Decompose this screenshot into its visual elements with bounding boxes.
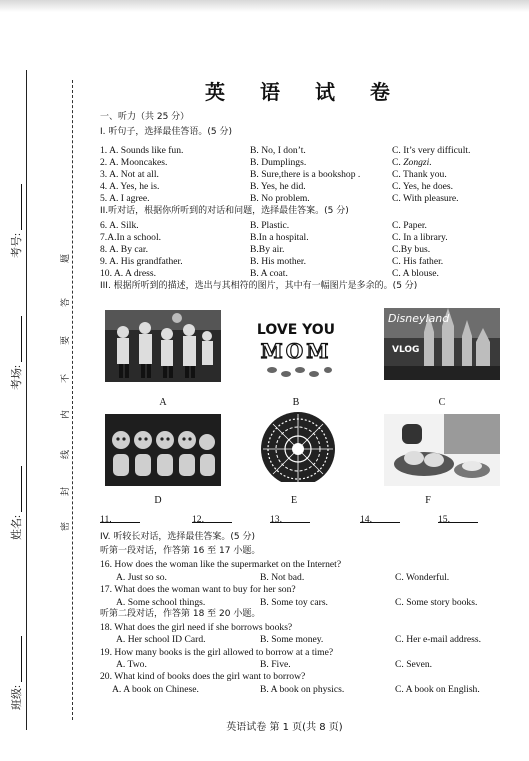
seal-char: 不 (61, 373, 72, 384)
option: 4. A. Yes, he is. (100, 181, 160, 192)
option: B. Some money. (260, 634, 324, 645)
option: B. Plastic. (250, 220, 290, 231)
option: C. Yes, he does. (392, 181, 454, 192)
binding-line (26, 70, 27, 730)
option: C. Seven. (395, 659, 433, 670)
option: B. No problem. (250, 193, 310, 204)
option: C. Some story books. (395, 597, 478, 608)
option: C.By bus. (392, 244, 431, 255)
option: 8. A. By car. (100, 244, 148, 255)
option: A. Her school ID Card. (116, 634, 206, 645)
option: 6. A. Silk. (100, 220, 139, 231)
option: A. A book on Chinese. (112, 684, 199, 695)
option: B. Not bad. (260, 572, 305, 583)
picture-label: B (292, 397, 300, 408)
option: 10. A. A dress. (100, 268, 156, 279)
seal-char: 题 (61, 253, 72, 264)
option: C. Wonderful. (395, 572, 450, 583)
option: C. Paper. (392, 220, 427, 231)
page-title: 英 语 试 卷 (205, 80, 404, 104)
option: B. A coat. (250, 268, 288, 279)
option: 9. A. His grandfather. (100, 256, 183, 267)
option: B. No, I don’t. (250, 145, 306, 156)
dialog-note: 听第二段对话，作答第 18 至 20 小题。 (100, 609, 261, 619)
option: C. His father. (392, 256, 444, 267)
option: B. A book on physics. (260, 684, 345, 695)
question: 17. What does the woman want to buy for her son? (100, 584, 296, 595)
option: B.By air. (250, 244, 285, 255)
picture-b-love-you-mom (238, 312, 354, 384)
picture-label: D (154, 495, 162, 506)
number-field: 考号: (8, 184, 24, 258)
option: 2. A. Mooncakes. (100, 157, 168, 168)
picture-d-figures (105, 414, 221, 486)
scan-edge (0, 0, 529, 12)
option: C. Thank you. (392, 169, 447, 180)
option: C. In a library. (392, 232, 448, 243)
dialog-note: 听第一段对话，作答第 16 至 17 小题。 (100, 546, 261, 556)
option: 7.A.In a school. (100, 232, 162, 243)
seal-char: 封 (61, 486, 72, 497)
option: C. Her e-mail address. (395, 634, 482, 645)
seal-char: 密 (61, 521, 72, 532)
question: 16. How does the woman like the supermarket on the Internet? (100, 559, 342, 570)
love-text: LOVE YOU (256, 322, 336, 338)
seal-char: 答 (61, 297, 72, 308)
option: B. Dumplings. (250, 157, 307, 168)
option: C. It’s very difficult. (392, 145, 471, 156)
question: 19. How many books is the girl allowed to borrow at a time? (100, 647, 334, 658)
vlog-text: VLOG (392, 345, 420, 355)
option: B. Five. (260, 659, 291, 670)
question: 18. What does the girl need if she borrows books? (100, 622, 293, 633)
class-field: 班级: (8, 636, 24, 710)
section-header: 一、听力（共 25 分） (100, 112, 190, 122)
option: C. Zongzi. (392, 157, 432, 168)
question: 20. What kind of books does the girl want to borrow? (100, 671, 306, 682)
mom-text: MOM (260, 339, 332, 363)
option: 1. A. Sounds like fun. (100, 145, 184, 156)
picture-f-food (384, 414, 500, 486)
picture-label: C (438, 397, 446, 408)
picture-a-basketball (105, 310, 221, 382)
option: A. Just so so. (116, 572, 167, 583)
option: C. A book on English. (395, 684, 480, 695)
option: A. Some school things. (116, 597, 206, 608)
picture-label: E (290, 495, 298, 506)
room-field: 考场: (8, 316, 24, 390)
disney-text: Disneyland (388, 312, 450, 325)
part-header: II.听对话，根据你所听到的对话和问题，选择最佳答案。(5 分) (100, 206, 349, 216)
option: B. Yes, he did. (250, 181, 306, 192)
page-footer: 英语试卷 第 1 页(共 8 页) (226, 722, 343, 733)
part-header: IV. 听较长对话，选择最佳答案。(5 分) (100, 532, 255, 542)
part-header: III. 根据所听到的描述，选出与其相符的图片，其中有一幅图片是多余的。(5 分) (100, 281, 418, 291)
part-header: I. 听句子，选择最佳答语。(5 分) (100, 127, 232, 137)
seal-dashed-line (72, 80, 73, 720)
picture-label: F (425, 495, 431, 506)
option: C. A blouse. (392, 268, 439, 279)
option: B. Some toy cars. (260, 597, 328, 608)
seal-char: 内 (61, 409, 72, 420)
option: C. With pleasure. (392, 193, 459, 204)
option: B. Sure,there is a bookshop . (250, 169, 361, 180)
option: 3. A. Not at all. (100, 169, 159, 180)
option: 5. A. I agree. (100, 193, 150, 204)
option: B. His mother. (250, 256, 306, 267)
picture-c-disneyland (384, 308, 500, 380)
option: A. Two. (116, 659, 147, 670)
picture-e-paper-cut (240, 410, 356, 482)
option: B.In a hospital. (250, 232, 309, 243)
picture-label: A (159, 397, 167, 408)
seal-char: 要 (61, 335, 72, 346)
seal-char: 线 (61, 449, 72, 460)
name-field: 姓名: (8, 466, 24, 540)
